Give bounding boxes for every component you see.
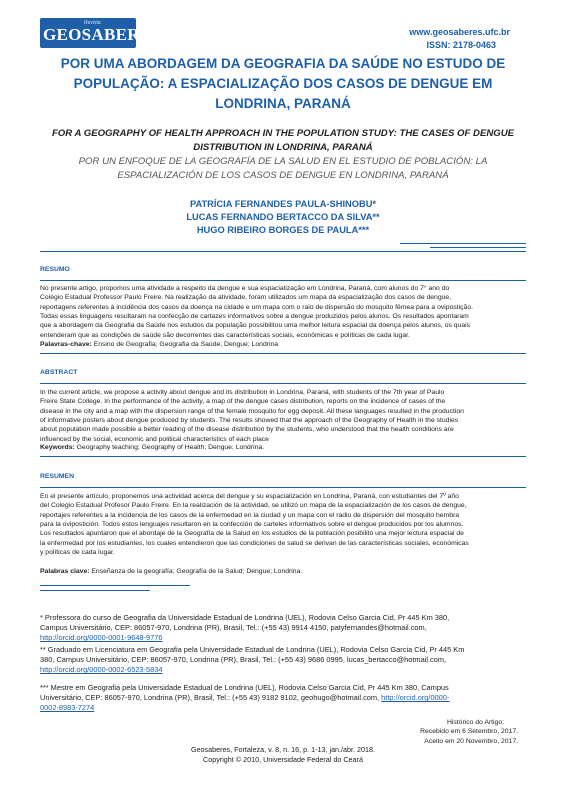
resumo-line: Todas essas linguagens resultaram na confecção de cartazes informativos sobre a dengue produzidos pelos alunos. Os resultados apontaram — [40, 313, 469, 321]
abstract-keywords — [40, 443, 526, 452]
journal-url[interactable]: www.geosaberes.ufc.br — [409, 27, 510, 37]
keywords-text: Enseñanza de la geografía; Geografía de la Salud; Dengue; Londrina. — [89, 568, 303, 575]
decor-rule — [400, 243, 526, 244]
article-history — [420, 718, 518, 746]
decor-rule — [40, 585, 190, 586]
abstract-line: of informative posters about dengue produced by students. The results showed that the approach of the Geography of Health in the studies — [40, 417, 459, 425]
resumen-line: y políticas de cada lugar. — [40, 549, 115, 557]
resumen-line: del Colegio Estadual Profesor Paulo Freire. En la realización de la actividad, se utilizó un mapa de la espacialización de los casos de dengue, — [40, 502, 467, 510]
abstract-line: Freire State College. In the performance of the activity, a map of the dengue cases distribution, reports on the incidence of cases of the — [40, 398, 446, 406]
resumo-line: que a abordagem da Geografia da Saúde nos estudos da população possibilitou uma melhor leitura espacial da doença pelos alunos, os quais — [40, 322, 471, 330]
footnote-line: 380, Campus Universitário, CEP: 86057-970, Londrina (PR), Brasil, Tel.: (+55 43) 9686 0995, lucas_bertacco@hotmail.com, — [40, 655, 447, 665]
resumo-body — [40, 284, 526, 340]
resumen-line: reportajes referentes a la incidencia de los casos de la enfermedad en la ciudad y un mapa con el radio de dispersión del mosquito hembra — [40, 511, 460, 519]
history-label: Histórico do Artigo: — [446, 719, 504, 726]
section-rule — [40, 251, 526, 252]
footnote-3 — [40, 683, 526, 714]
abstract-heading: ABSTRACT — [40, 369, 78, 376]
title-spanish — [40, 155, 526, 183]
title-es-line: POR UN ENFOQUE DE LA GEOGRAFÍA DE LA SALUD EN EL ESTUDIO DE POBLACIÓN: LA — [78, 156, 488, 167]
history-accepted: Aceito em 20 Novembro, 2017. — [424, 737, 518, 745]
section-rule — [40, 280, 526, 281]
keywords-label: Keywords: — [40, 444, 75, 451]
keywords-label: Palabras clave: — [40, 568, 90, 575]
footnote-2 — [40, 645, 526, 676]
title-pt-line: POR UMA ABORDAGEM DA GEOGRAFIA DA SAÚDE NO ESTUDO DE — [60, 56, 506, 71]
abstract-line: disease in the city and a map with the dispersion range of the female mosquito for egg deposit. All these languages resulted in the production — [40, 407, 464, 415]
footnote-line: *** Mestre em Geografia pela Universidade Estadual de Londrina (UEL), Rodovia Celso Garcia Cid, Pr 445 Km 380, Campus — [40, 683, 449, 692]
abstract-line: influenced by the social, economic and political characteristics of each place — [40, 435, 269, 443]
orcid-link[interactable]: http://orcid.org/0000-0001-9648-9776 — [40, 633, 163, 643]
author-2: LUCAS FERNANDO BERTACCO DA SILVA** — [186, 212, 380, 222]
journal-issn: ISSN: 2178-0463 — [426, 40, 496, 50]
orcid-link[interactable]: 0002-8983-7274 — [40, 703, 95, 713]
decor-rule — [430, 247, 526, 248]
abstract-line: about population made possible a better reading of the disease distribution by the students, who understood that the health conditions are — [40, 426, 454, 434]
title-pt-line: LONDRINA, PARANÁ — [215, 96, 351, 111]
footer-citation: Geosaberes, Fortaleza, v. 8, n. 16, p. 1-13, jan./abr. 2018. — [190, 745, 376, 754]
logo-main-text: GEOSABERES — [43, 25, 162, 44]
author-1: PATRÍCIA FERNANDES PAULA-SHINOBU* — [189, 199, 377, 209]
footer-copyright: Copyright © 2010, Universidade Federal do Ceará — [203, 755, 363, 764]
title-es-line: ESPACIALIZACIÓN DE LOS CASOS DE DENGUE EN LONDRINA, PARANÁ — [117, 170, 449, 181]
resumo-line: reportagens referentes à incidência dos casos da doença na cidade e um mapa com o raio de dispersão do mosquito fêmea para a ovipostição. — [40, 303, 473, 311]
orcid-link[interactable]: http://orcid.org/0000-0002-6523-5834 — [40, 665, 163, 675]
resumen-body — [40, 492, 526, 557]
abstract-line: In the current article, we propose a activity about dengue and its distribution in Londrina, Paraná, with students of the 7th year of Paulo — [40, 389, 445, 396]
journal-logo — [40, 18, 162, 48]
footnote-line: Universitário, CEP: 86057-970, Londrina (PR), Brasil, Tel.: (+55 43) 9182 9102, geohugo@hotmail.com, — [40, 693, 382, 703]
resumo-heading: RESUMO — [40, 266, 70, 273]
resumen-line: para la ovipostición. Todos estos lenguajes resultaron en la confección de carteles informativos sobre el dengue producidos por los alumnos. — [40, 521, 464, 529]
resumen-line: En el presente artículo, proponemos una actividad acerca del dengue y su espacialización en Londrina, Paraná, con estudiantes del 7º año — [40, 493, 459, 500]
resumo-line: Colégio Estadual Professor Paulo Freire. Na realização da atividade, foram utilizados um mapa da espacialização dos casos de dengue, — [40, 294, 452, 302]
keywords-text: Geography teaching; Geography of Health; Dengue; Londrina. — [74, 444, 265, 451]
title-pt-line: POPULAÇÃO: A ESPACIALIZAÇÃO DOS CASOS DE DENGUE EM — [73, 76, 493, 91]
footnote-line: ** Graduado em Licenciatura em Geografia pela Universidade Estadual de Londrina (UEL), Rodovia Celso Garcia Cid, Pr 445 Km — [40, 645, 465, 654]
decor-rule — [40, 590, 150, 591]
footer — [0, 745, 566, 765]
abstract-body — [40, 388, 526, 444]
footnote-line: Campus Universitário, CEP: 86057-970, Londrina (PR), Brasil, Tel.: (+55 43) 9914 4150, patyfernandes@hotmail.com, — [40, 623, 427, 633]
resumo-line: entenderam que as condições de saúde são decorrentes das características sociais, econômicas e políticas de cada lugar. — [40, 331, 410, 339]
section-rule — [40, 487, 526, 488]
title-en-line: FOR A GEOGRAPHY OF HEALTH APPROACH IN THE POPULATION STUDY: THE CASES OF DENGUE — [51, 128, 515, 139]
footnote-line: * Professora do curso de Geografia da Universidade Estadual de Londrina (UEL), Rodovia Celso Garcia Cid, Pr 445 Km 380, — [40, 613, 450, 622]
resumen-line: Los resultados apuntaron que el abordaje de la Geografía de la Salud en los estudios de la población posibilitó una mejor lectura espacial de — [40, 530, 464, 538]
footnote-1 — [40, 613, 526, 644]
title-portuguese — [40, 54, 526, 114]
history-received: Recebido em 6 Setembro, 2017. — [420, 728, 518, 736]
resumen-keywords — [40, 567, 526, 576]
resumen-heading: RESUMEN — [40, 473, 74, 480]
resumo-keywords — [40, 340, 526, 349]
resumen-line: la enfermedad por los estudiantes, los cuales entendieron que las condiciones de salud se derivan de las características sociales, económicas — [40, 539, 469, 547]
keywords-label: Palavras-chave: — [40, 341, 92, 348]
title-en-line: DISTRIBUTION IN LONDRINA, PARANÁ — [193, 142, 373, 153]
author-3: HUGO RIBEIRO BORGES DE PAULA*** — [196, 225, 370, 235]
resumo-line: No presente artigo, propomos uma atividade a respeito da dengue e sua espacialização em Londrina, Paraná, com alunos do 7° ano do — [40, 285, 450, 292]
title-english — [40, 127, 526, 155]
section-rule — [40, 456, 526, 457]
section-rule — [40, 383, 526, 384]
section-rule — [40, 353, 526, 354]
logo-small-text: Revista — [84, 20, 101, 26]
orcid-link[interactable]: http://orcid.org/0000- — [381, 693, 450, 703]
keywords-text: Ensino de Geografia; Geografia da Saúde; Dengue; Londrina — [91, 341, 279, 348]
